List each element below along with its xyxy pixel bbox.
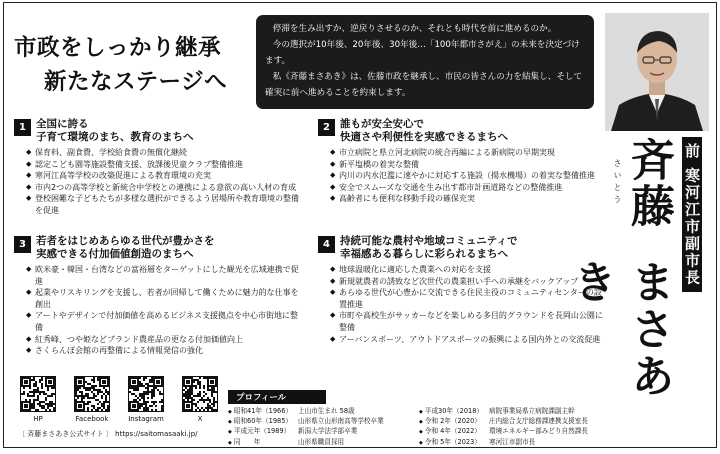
policy-title-line: 若者をはじめあらゆる世代が豊かさを	[36, 235, 215, 247]
policy-item: ◆ 新規就農者の誘致など次世代の農業担い手への承継をバックアップ	[330, 276, 608, 288]
qr-x[interactable]	[180, 376, 220, 423]
candidate-name-block	[565, 131, 709, 443]
profile-row	[419, 438, 602, 448]
qr-hp[interactable]	[18, 376, 58, 423]
profile-column-left	[228, 407, 411, 448]
policy-item: ◆ 地球温暖化に適応した農業への対応を支援	[330, 264, 608, 276]
qr-code-icon[interactable]	[20, 376, 56, 412]
policy-item: ◆ あらゆる世代が心豊かに交流できる住民主役のコミュニティセンターの設置推進	[330, 287, 608, 310]
policy-number: 4	[318, 236, 335, 253]
policy-item: ◆ 紅秀峰、つや姫などブランド農産品の更なる付加価値向上	[26, 334, 304, 346]
profile-text: 寒河江市副市長	[489, 437, 536, 446]
policy-item: ◆ 内川の内水氾濫に速やかに対応する施設（揚水機場）の着実な整備推進	[330, 170, 608, 182]
policy-item: ◆ 安全でスムーズな交通を生み出す都市計画道路などの整備推進	[330, 182, 608, 194]
qr-label: X	[197, 415, 203, 423]
profile-row	[228, 438, 411, 448]
policy-item: ◆ 市町や高校生がサッカーなどを楽しめる多目的グラウンドを長岡山公園に整備	[330, 310, 608, 333]
profile-text: 環境エネルギー部みどり自然課長	[489, 427, 588, 436]
policy-item: ◆ 起業やリスキリングを支援し、若者が回帰して働くために魅力的な仕事を創出	[26, 287, 304, 310]
profile-year: ◆ 令和 2年（2020）	[419, 417, 489, 427]
intro-line: 今の選択が10年後、20年後、30年後…「100年都市さがえ」の未来を決定づけます。	[265, 40, 580, 66]
policy-title	[340, 235, 517, 261]
profile-row	[419, 407, 602, 417]
policy-title-line: 全国に誇る	[36, 118, 89, 130]
profile-year: ◆ 昭和41年（1966）	[228, 407, 298, 417]
candidate-given-name: まさあき	[565, 259, 674, 400]
profile-year: ◆ 同 年	[228, 438, 298, 448]
profile-text: 病院事業局県立病院課副主幹	[489, 407, 575, 415]
policy-item: ◆ 欧米豪・韓国・台湾などの富裕層をターゲットにした観光を広域連携で促進	[26, 264, 304, 287]
qr-code-icon[interactable]	[182, 376, 218, 412]
policy-2	[318, 118, 608, 205]
candidate-title: 前 寒河江市副市長	[682, 137, 702, 292]
headline-line-1: 市政をしっかり継承	[14, 35, 222, 61]
policy-item: ◆ アートやデザインで付加価値を高めるビジネス支援拠点を中心市街地に整備	[26, 310, 304, 333]
qr-code-icon[interactable]	[128, 376, 164, 412]
profile-heading: プロフィール	[228, 390, 326, 404]
policy-title-line: 誰もが安全安心で	[340, 118, 424, 130]
profile-text: 上山市生まれ 58歳	[298, 407, 355, 415]
intro-line: 停滞を生み出すか、逆戻りさせるのか、それとも時代を前に進めるのか。	[272, 24, 557, 34]
policy-item: ◆ 新平塩橋の着実な整備	[330, 159, 608, 171]
policy-title-line: 子育て環境のまち、教育のまちへ	[36, 131, 194, 143]
headline	[14, 31, 246, 99]
headline-line-2: 新たなステージへ	[44, 69, 228, 95]
profile-row	[228, 417, 411, 427]
policy-number: 1	[14, 119, 31, 136]
profile-row	[419, 417, 602, 427]
profile-column-right	[419, 407, 602, 448]
policy-title	[340, 118, 508, 144]
policy-title	[36, 118, 194, 144]
policy-item: ◆ さくらんぼ会館の再整備による情報発信の強化	[26, 345, 304, 357]
policy-items	[330, 147, 608, 205]
qr-instagram[interactable]	[126, 376, 166, 423]
qr-code-row	[18, 376, 220, 423]
profile-text: 山形県立山形南高等学校卒業	[298, 417, 384, 426]
policy-item: ◆ 市立病院と県立河北病院の統合再編による新病院の早期実現	[330, 147, 608, 159]
profile-section	[228, 385, 602, 448]
policy-items	[26, 147, 304, 217]
qr-facebook[interactable]	[72, 376, 112, 423]
profile-text: 山形県職員採用	[298, 437, 345, 446]
policy-1	[14, 118, 304, 217]
intro-box	[256, 15, 594, 109]
policy-title-line: 快適さや利便性を実感できるまちへ	[340, 131, 508, 143]
official-site-url[interactable]: 〔 斉藤まさあき公式サイト 〕 https://saitomasaaki.jp/	[18, 430, 198, 438]
profile-row	[228, 407, 411, 417]
profile-row	[228, 427, 411, 437]
policy-item: ◆ 認定こども園等施設整備支援、放課後児童クラブ整備推進	[26, 159, 304, 171]
profile-year: ◆ 平成元年（1989）	[228, 427, 298, 437]
intro-line: 私《斉藤まさあき》は、佐藤市政を継承し、市民の皆さんの力を結集し、そして確実に前へ進めることを約束します。	[265, 72, 583, 98]
policy-number: 2	[318, 119, 335, 136]
profile-year: ◆ 令和 4年（2022）	[419, 427, 489, 437]
profile-year: ◆ 昭和60年（1985）	[228, 417, 298, 427]
policy-3	[14, 235, 304, 357]
portrait-illustration	[605, 13, 709, 131]
policy-item: ◆ 寒河江高等学校の改築促進による教育環境の充実	[26, 170, 304, 182]
election-flyer	[3, 2, 717, 448]
candidate-furigana: さいとう	[613, 159, 622, 207]
qr-code-icon[interactable]	[74, 376, 110, 412]
policy-4	[318, 235, 608, 345]
candidate-surname: 斉藤	[623, 137, 674, 229]
policy-items	[26, 264, 304, 357]
policy-item: ◆ 高齢者にも便利な移動手段の確保充実	[330, 193, 608, 205]
profile-text: 新潟大学法学部卒業	[298, 427, 358, 436]
profile-year: ◆ 令和 5年（2023）	[419, 438, 489, 448]
policy-title	[36, 235, 215, 261]
policy-item: ◆ アーバンスポーツ、アウトドアスポーツの振興による国内外との交流促進	[330, 334, 608, 346]
policy-title-line: 実感できる付加価値創造のまちへ	[36, 248, 194, 260]
profile-row	[419, 427, 602, 437]
qr-label: Facebook	[75, 415, 109, 423]
policy-title-line: 幸福感ある暮らしに彩られるまちへ	[340, 248, 508, 260]
profile-year: ◆ 平成30年（2018）	[419, 407, 489, 417]
policy-item: ◆ 登校困難な子どもたちが多様な選択ができるよう居場所や教育環境の整備を促進	[26, 193, 304, 216]
policy-title-line: 持続可能な農村や地域コミュニティで	[340, 235, 518, 247]
policy-item: ◆ 保育料、副食費、学校給食費の無償化継続	[26, 147, 304, 159]
policy-items	[330, 264, 608, 345]
candidate-photo	[605, 13, 709, 131]
policy-item: ◆ 市内2つの高等学校と新統合中学校との連携による意欲の高い人材の育成	[26, 182, 304, 194]
qr-label: HP	[33, 415, 43, 423]
qr-label: Instagram	[128, 415, 164, 423]
policy-number: 3	[14, 236, 31, 253]
profile-text: 庄内総合支庁総務課連携支援室長	[489, 417, 588, 426]
